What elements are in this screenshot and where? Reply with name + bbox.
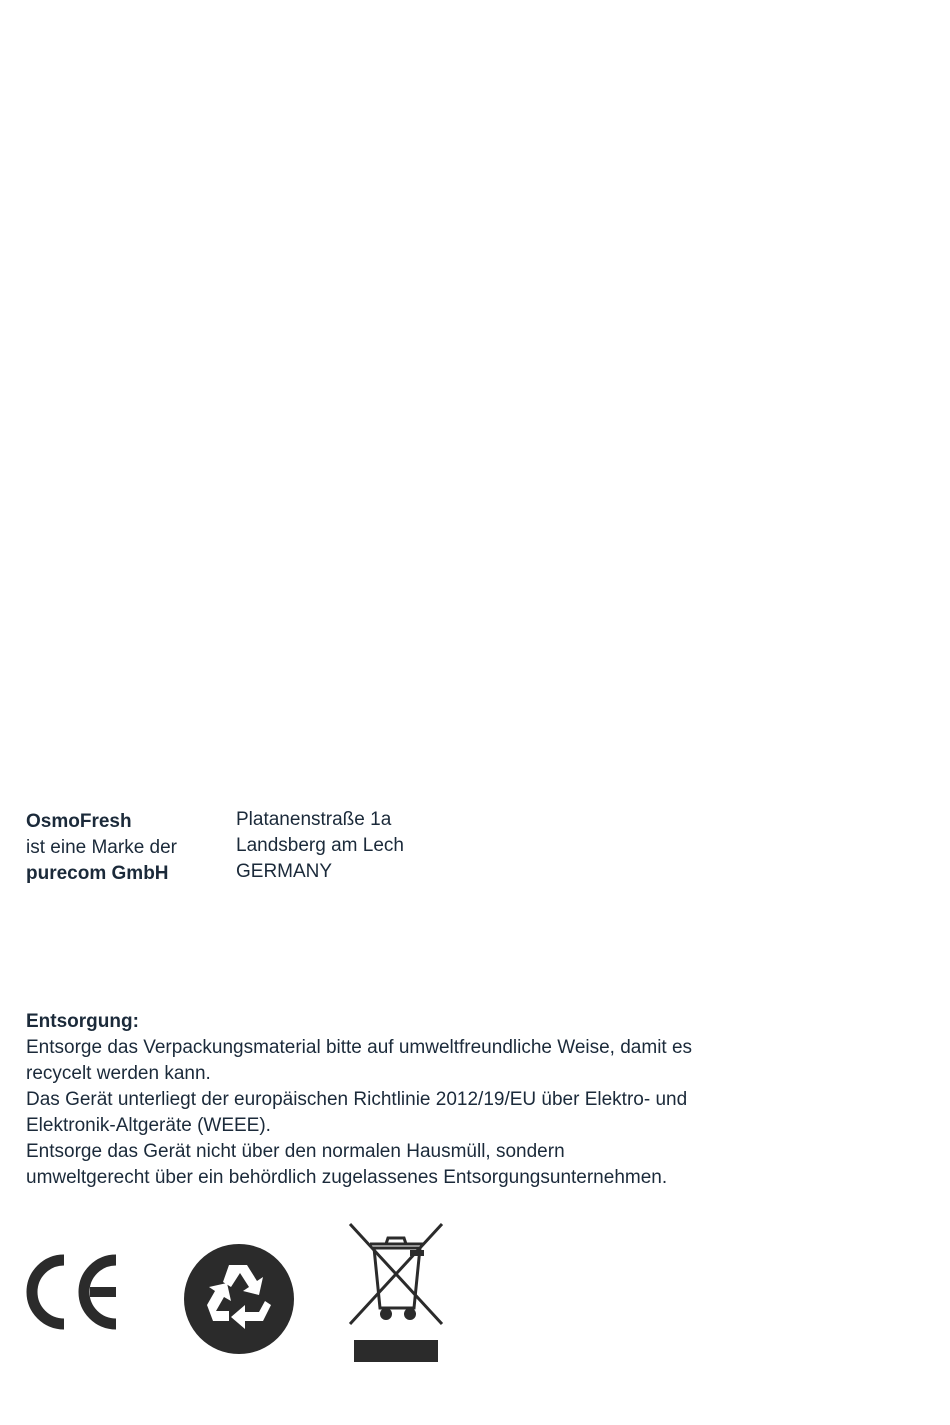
disposal-section — [26, 1009, 906, 1191]
company-info — [26, 809, 226, 887]
disposal-line: Entsorge das Gerät nicht über den normalen Hausmüll, sondern — [26, 1141, 565, 1162]
company-address — [236, 807, 536, 885]
brand-note: ist eine Marke der — [26, 837, 178, 858]
disposal-line: recycelt werden kann. — [26, 1063, 211, 1084]
disposal-line: umweltgerecht über ein behördlich zugelassenes Entsorgungsunternehmen. — [26, 1167, 668, 1188]
company-name: purecom GmbH — [26, 863, 169, 884]
disposal-line: Elektronik-Altgeräte (WEEE). — [26, 1115, 271, 1136]
disposal-line: Das Gerät unterliegt der europäischen Richtlinie 2012/19/EU über Elektro- und — [26, 1089, 688, 1110]
brand-name: OsmoFresh — [26, 811, 132, 832]
address-country: GERMANY — [236, 861, 333, 882]
address-street: Platanenstraße 1a — [236, 809, 392, 830]
address-city: Landsberg am Lech — [236, 835, 404, 856]
recycling-icon — [183, 1243, 295, 1355]
disposal-heading: Entsorgung: — [26, 1011, 139, 1032]
ce-mark-icon — [24, 1250, 124, 1334]
weee-crossed-bin-icon — [344, 1220, 448, 1366]
disposal-line: Entsorge das Verpackungsmaterial bitte auf umweltfreundliche Weise, damit es — [26, 1037, 693, 1058]
